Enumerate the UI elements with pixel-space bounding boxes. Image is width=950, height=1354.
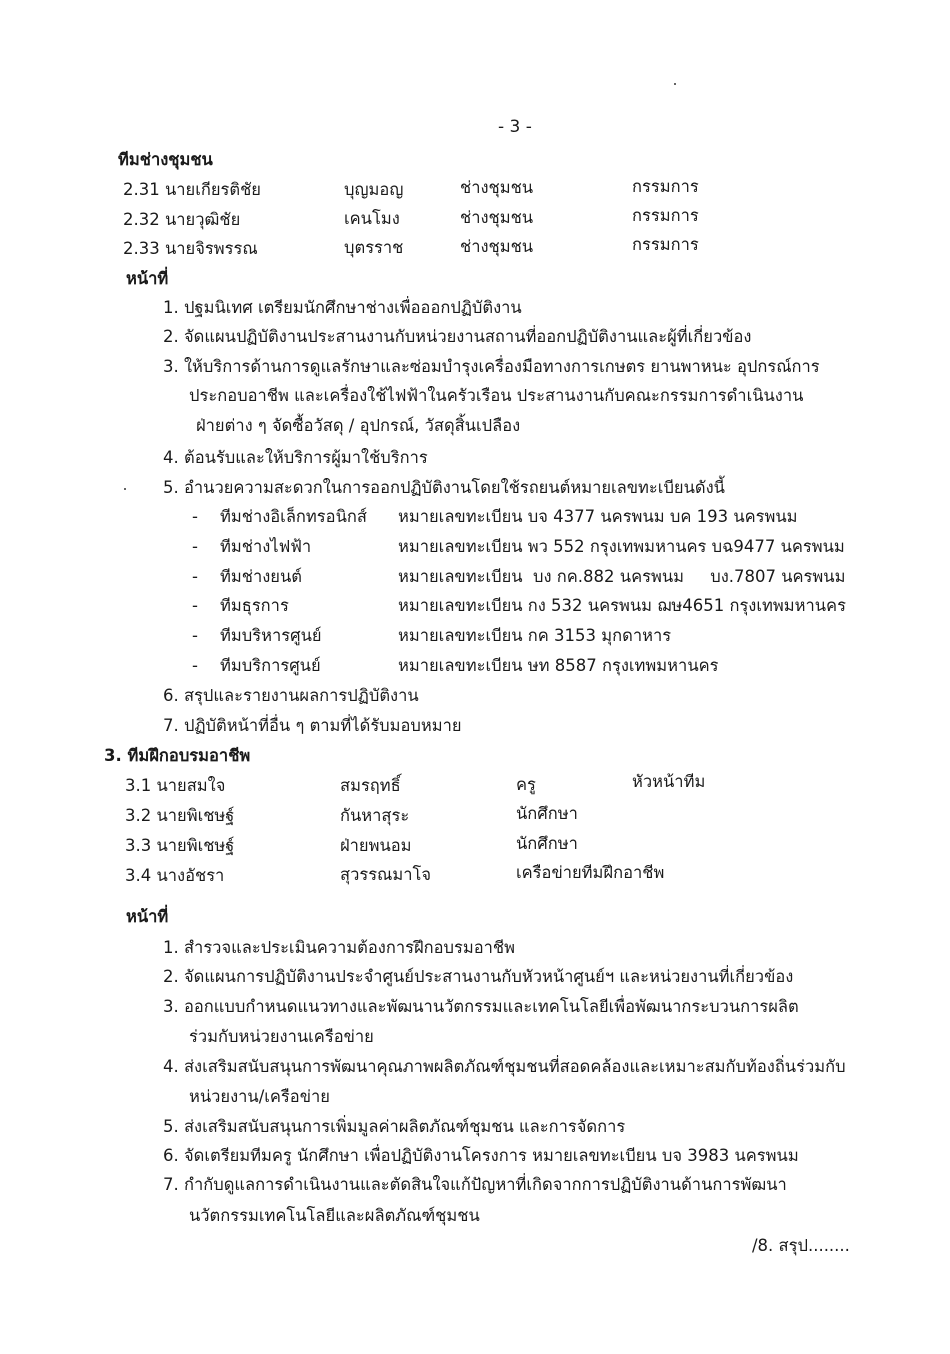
member-position: ช่างชุมชน [460,178,534,197]
duty-item: 3. ออกแบบกำหนดแนวทางและพัฒนานวัตกรรมและเทคโนโลยีเพื่อพัฒนากระบวนการผลิต [163,997,799,1016]
vehicle-plate: หมายเลขทะเบียน พว 552 กรุงเทพมหานคร บฉ9477 นครพนม [398,537,845,556]
member-name: 3.1 นายสมใจ [125,776,226,795]
duty-item-continued: ฝ่ายต่าง ๆ จัดซื้อวัสดุ / อุปกรณ์, วัสดุสิ้นเปลือง [196,416,521,435]
vehicle-plate: หมายเลขทะเบียน ษท 8587 กรุงเทพมหานคร [398,656,719,675]
member-role: หัวหน้าทีม [632,772,706,791]
member-surname: สุวรรณมาโจ [340,865,432,884]
scan-speck [674,83,676,85]
member-role: กรรมการ [632,177,699,196]
duty-item: 5. อำนวยความสะดวกในการออกปฏิบัติงานโดยใช้รถยนต์หมายเลขทะเบียนดังนี้ [163,478,725,497]
vehicle-dash: - [192,596,198,615]
vehicle-team: ทีมบริการศูนย์ [220,656,321,675]
page-number: - 3 - [498,117,532,137]
duty-item: 2. จัดแผนการปฏิบัติงานประจำศูนย์ประสานงานกับหัวหน้าศูนย์ฯ และหน่วยงานที่เกี่ยวข้อง [163,967,794,986]
duty-item: 2. จัดแผนปฏิบัติงานประสานงานกับหน่วยงานสถานที่ออกปฏิบัติงานและผู้ที่เกี่ยวข้อง [163,327,752,346]
member-name: 2.33 นายจิรพรรณ [123,239,258,258]
vehicle-plate: หมายเลขทะเบียน กง 532 นครพนม ฌษ4651 กรุงเทพมหานคร [398,596,846,615]
duty-item-continued: ร่วมกับหน่วยงานเครือข่าย [189,1027,374,1046]
training-team-heading: 3. ทีมฝึกอบรมอาชีพ [104,746,251,765]
member-position: เครือข่ายทีมฝึกอาชีพ [516,863,665,882]
duty-item: 4. ส่งเสริมสนับสนุนการพัฒนาคุณภาพผลิตภัณฑ์ชุมชนที่สอดคล้องและเหมาะสมกับท้องถิ่นร่วมกับ [163,1057,846,1076]
vehicle-dash: - [192,567,198,586]
duty-item: 6. สรุปและรายงานผลการปฏิบัติงาน [163,686,419,705]
member-role: กรรมการ [632,206,699,225]
member-surname: ฝ่ายพนอม [340,836,412,855]
vehicle-team: ทีมช่างอิเล็กทรอนิกส์ [220,507,367,526]
member-surname: บุญมอญ [344,180,404,199]
duty-item: 7. กำกับดูแลการดำเนินงานและตัดสินใจแก้ปัญหาที่เกิดจากการปฏิบัติงานด้านการพัฒนา [163,1175,787,1194]
duties-heading: หน้าที่ [126,907,169,926]
duty-item: 6. จัดเตรียมทีมครู นักศึกษา เพื่อปฏิบัติงานโครงการ หมายเลขทะเบียน บจ 3983 นครพนม [163,1146,799,1165]
member-name: 2.31 นายเกียรติชัย [123,180,261,199]
vehicle-dash: - [192,626,198,645]
member-position: ครู [516,775,536,794]
member-name: 2.32 นายวุฒิชัย [123,210,241,229]
member-name: 3.4 นางอัชรา [125,866,225,885]
vehicle-dash: - [192,656,198,675]
duty-item: 3. ให้บริการด้านการดูแลรักษาและซ่อมบำรุงเครื่องมือทางการเกษตร ยานพาหนะ อุปกรณ์การ [163,357,820,376]
member-position: ช่างชุมชน [460,237,534,256]
vehicle-team: ทีมช่างยนต์ [220,567,302,586]
duty-item: 1. ปฐมนิเทศ เตรียมนักศึกษาช่างเพื่อออกปฏิบัติงาน [163,298,522,317]
duties-heading: หน้าที่ [126,269,169,288]
vehicle-team: ทีมบริหารศูนย์ [220,626,322,645]
member-position: นักศึกษา [516,834,578,853]
vehicle-plate: หมายเลขทะเบียน บง กค.882 นครพนม บง.7807 นครพนม [398,567,846,586]
duty-item: 1. สำรวจและประเมินความต้องการฝึกอบรมอาชีพ [163,938,515,957]
duty-item: 5. ส่งเสริมสนับสนุนการเพิ่มมูลค่าผลิตภัณฑ์ชุมชน และการจัดการ [163,1117,626,1136]
duty-item-continued: ประกอบอาชีพ และเครื่องใช้ไฟฟ้าในครัวเรือน ประสานงานกับคณะกรรมการดำเนินงาน [189,386,804,405]
continuation-note: /8. สรุป........ [752,1236,850,1255]
duty-item: 4. ต้อนรับและให้บริการผู้มาใช้บริการ [163,448,428,467]
vehicle-dash: - [192,507,198,526]
scan-speck [124,488,126,490]
member-role: กรรมการ [632,235,699,254]
member-surname: บุตรราช [344,238,404,257]
member-position: นักศึกษา [516,804,578,823]
member-surname: เคนโมง [344,209,400,228]
member-name: 3.3 นายพิเชษฐ์ [125,836,235,855]
vehicle-team: ทีมธุรการ [220,596,289,615]
duty-item: 7. ปฏิบัติหน้าที่อื่น ๆ ตามที่ได้รับมอบหมาย [163,716,462,735]
member-surname: กันหาสุระ [340,806,410,825]
vehicle-plate: หมายเลขทะเบียน กค 3153 มุกดาหาร [398,626,672,645]
member-name: 3.2 นายพิเชษฐ์ [125,806,235,825]
duty-item-continued: หน่วยงาน/เครือข่าย [189,1087,330,1106]
member-position: ช่างชุมชน [460,208,534,227]
vehicle-team: ทีมช่างไฟฟ้า [220,537,312,556]
vehicle-plate: หมายเลขทะเบียน บจ 4377 นครพนม บค 193 นครพนม [398,507,798,526]
duty-item-continued: นวัตกรรมเทคโนโลยีและผลิตภัณฑ์ชุมชน [189,1206,480,1225]
member-surname: สมรฤทธิ์ [340,776,401,795]
vehicle-dash: - [192,537,198,556]
community-team-heading: ทีมช่างชุมชน [118,150,213,169]
